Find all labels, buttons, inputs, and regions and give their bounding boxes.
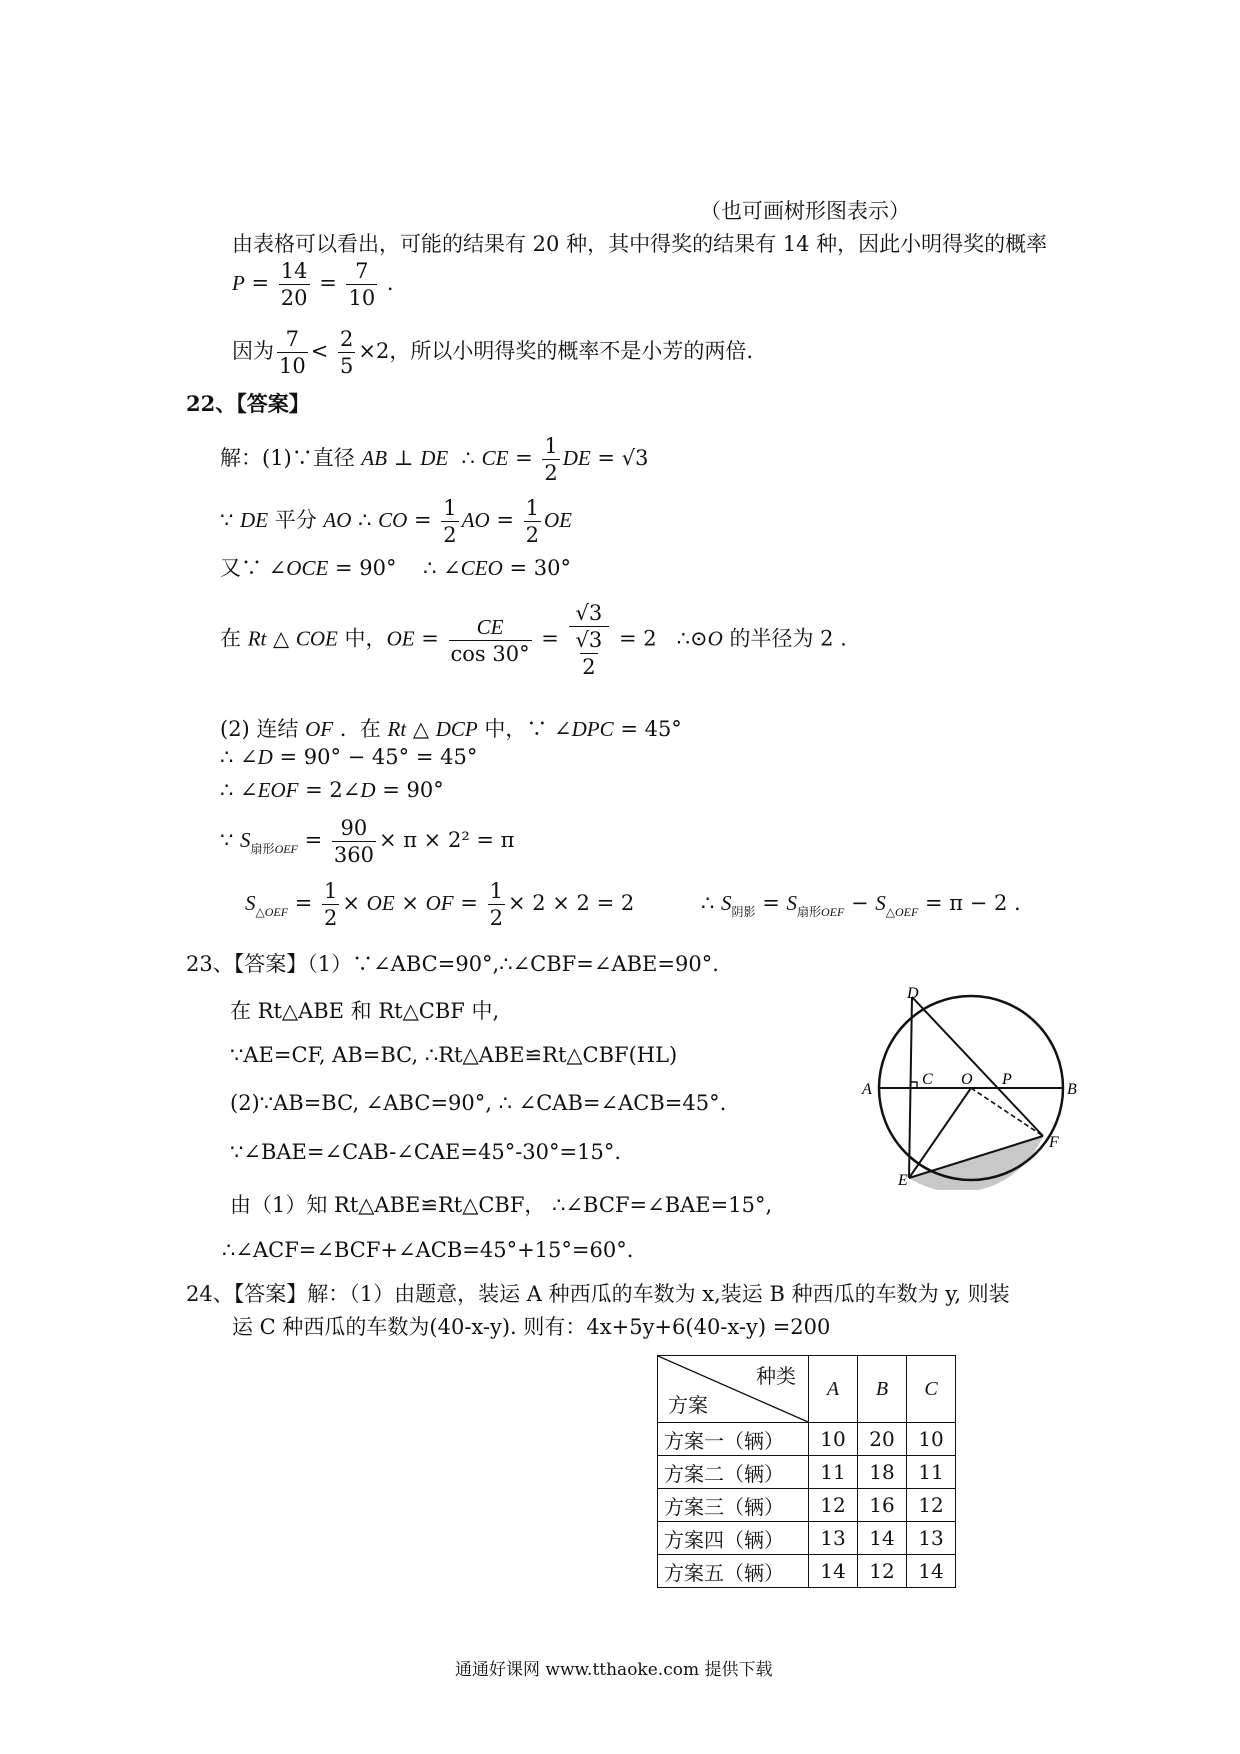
table-row — [658, 1489, 956, 1522]
cell: 14 — [858, 1522, 907, 1555]
q23-line-6: ∴∠ACF=∠BCF+∠ACB=45°+15°=60°. — [222, 1238, 634, 1262]
q22-line-8: ∵ $S_{扇形OEF}$ = $\frac{90}{360}$ × π × 2² = π — [220, 816, 515, 867]
label-p: P — [1002, 1071, 1012, 1088]
q23-line-2: ∵AE=CF, AB=BC, ∴Rt△ABE≌Rt△CBF(HL) — [230, 1043, 678, 1067]
corner-bottom-label: 方案 — [668, 1393, 708, 1417]
q22-line-7: ∴ ∠EOF = 2∠D = 90° — [220, 778, 444, 802]
row-label: 方案一（辆） — [658, 1423, 809, 1456]
q24-line-2: 运 C 种西瓜的车数为(40-x-y). 则有：4x+5y+6(40-x-y) =200 — [232, 1315, 831, 1339]
cell: 13 — [809, 1522, 858, 1555]
cell: 18 — [858, 1456, 907, 1489]
q22-header: 22、【答案】 — [186, 391, 310, 416]
q22-line-6: ∴ ∠D = 90° − 45° = 45° — [220, 745, 478, 769]
probability-compare: 因为 $\frac{7}{10}$ < $\frac{2}{5}$ ×2，所以小明得奖的概率不是小芳的两倍. — [232, 327, 754, 378]
table-row — [658, 1423, 956, 1456]
label-d: D — [907, 985, 919, 1002]
label-e: E — [898, 1172, 908, 1189]
cell: 11 — [907, 1456, 956, 1489]
cell: 10 — [809, 1423, 858, 1456]
table-row — [658, 1456, 956, 1489]
q23-line-4: ∵∠BAE=∠CAB-∠CAE=45°-30°=15°. — [230, 1140, 622, 1164]
col-header-c: C — [907, 1356, 956, 1423]
cell: 11 — [809, 1456, 858, 1489]
col-header-a: A — [809, 1356, 858, 1423]
circle-figure — [850, 985, 1090, 1190]
col-header-b: B — [858, 1356, 907, 1423]
q22-line-9: $S_{\triangle OEF}$ = $\frac{1}{2}$ × OE × OF = $\frac{1}{2}$ × 2 × 2 = 2 ∴ $S_{阴影} = S_{扇形OEF} - S_{\triangle OEF} = \pi - 2$ . — [245, 879, 1021, 930]
cell: 12 — [809, 1489, 858, 1522]
page-footer: 通通好课网 www.tthaoke.com 提供下载 — [455, 1660, 773, 1680]
cell: 20 — [858, 1423, 907, 1456]
table-corner-cell — [658, 1356, 809, 1423]
q22-line-2: ∵ DE 平分 AO ∴ CO = $\frac{1}{2}$ AO = $\frac{1}{2}$ OE — [220, 496, 572, 547]
label-o: O — [961, 1071, 973, 1088]
q24-line-1: 24、【答案】解：（1）由题意，装运 A 种西瓜的车数为 x,装运 B 种西瓜的车数为 y, 则装 — [186, 1282, 1010, 1306]
table-conclusion: 由表格可以看出，可能的结果有 20 种，其中得奖的结果有 14 种，因此小明得奖的概率 — [232, 232, 1048, 256]
label-b: B — [1067, 1081, 1077, 1098]
q22-line-4: 在 Rt △ COE 中，OE = $\frac{CE}{\cos 30^\circ}$ = $\frac{√3}{\frac{√3}{2}}$ = 2 ∴⊙O 的半径为 2 . — [220, 601, 847, 679]
cell: 10 — [907, 1423, 956, 1456]
tree-note: （也可画树形图表示） — [700, 199, 910, 223]
cell: 12 — [858, 1555, 907, 1588]
line-of-dashed — [971, 1088, 1043, 1136]
table-row — [658, 1522, 956, 1555]
table-header-row — [658, 1356, 956, 1423]
cell: 16 — [858, 1489, 907, 1522]
corner-top-label: 种类 — [756, 1364, 796, 1388]
row-label: 方案五（辆） — [658, 1555, 809, 1588]
q23-line-1: 在 Rt△ABE 和 Rt△CBF 中, — [230, 999, 500, 1023]
q22-line-1: 解：(1)∵直径 AB ⊥ DE ∴ CE = $\frac{1}{2}$ DE = √3 — [220, 434, 649, 485]
cell: 13 — [907, 1522, 956, 1555]
cell: 14 — [809, 1555, 858, 1588]
row-label: 方案四（辆） — [658, 1522, 809, 1555]
label-c: C — [922, 1071, 933, 1088]
q23-line-5: 由（1）知 Rt△ABE≌Rt△CBF， ∴∠BCF=∠BAE=15°, — [230, 1193, 773, 1217]
q23-header: 23、【答案】（1）∵∠ABC=90°,∴∠CBF=∠ABE=90°. — [186, 952, 719, 976]
label-f: F — [1049, 1134, 1059, 1151]
q22-line-3: 又∵ ∠OCE = 90° ∴ ∠CEO = 30° — [220, 556, 571, 580]
plan-table — [657, 1355, 956, 1588]
row-label: 方案三（辆） — [658, 1489, 809, 1522]
cell: 14 — [907, 1555, 956, 1588]
probability-equation: P = $\frac{14}{20}$ = $\frac{7}{10}$ . — [232, 259, 394, 310]
cell: 12 — [907, 1489, 956, 1522]
row-label: 方案二（辆） — [658, 1456, 809, 1489]
q23-line-3: (2)∵AB=BC, ∠ABC=90°, ∴ ∠CAB=∠ACB=45°. — [230, 1091, 727, 1115]
line-df — [912, 997, 1043, 1136]
label-a: A — [862, 1081, 872, 1098]
table-row — [658, 1555, 956, 1588]
q22-line-5: (2) 连结 OF . 在 Rt △ DCP 中，∵ ∠DPC = 45° — [220, 717, 682, 741]
